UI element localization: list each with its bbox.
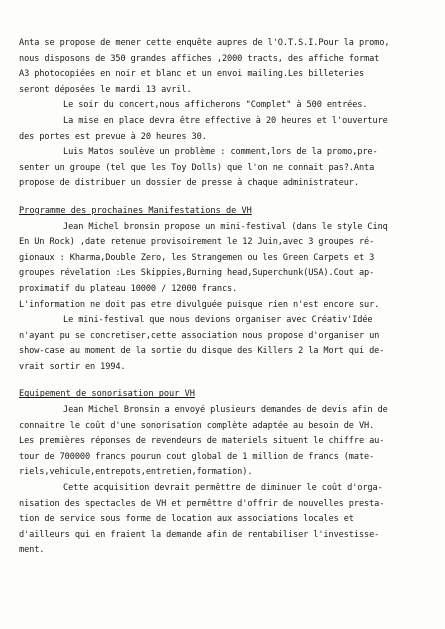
paragraph-luis-matos bbox=[19, 145, 427, 192]
text-line: Le mini-festival que nous devions organiser avec Créativ'Idée bbox=[63, 315, 373, 326]
text-line: des portes est prevue à 20 heures 30. bbox=[19, 131, 207, 142]
paragraph-concert bbox=[19, 98, 427, 114]
paragraph-acquisition bbox=[19, 481, 427, 559]
text-line: Le soir du concert,nous afficherons "Complet" à 500 entrées. bbox=[63, 100, 368, 111]
text-line: La mise en place devra être effective à 20 heures et l'ouverture bbox=[63, 115, 388, 126]
text-line: vrait sortir en 1994. bbox=[19, 361, 126, 372]
text-line: d'ailleurs qui en fraient la demande afin de rentabiliser l'investisse- bbox=[19, 529, 380, 540]
section-heading-programme: Programme des prochaines Manifestations de VH bbox=[19, 205, 252, 216]
text-line: n'ayant pu se concretiser,cette association nous propose d'organiser un bbox=[19, 330, 380, 341]
text-line: Jean Michel bronsin propose un mini-festival (dans le style Cinq bbox=[63, 221, 388, 232]
text-line: Jean Michel Bronsin a envoyé plusieurs demandes de devis afin de bbox=[63, 405, 388, 416]
paragraph-mini-festival bbox=[19, 220, 427, 314]
text-line: gionaux : Kharma,Double Zero, les Strangemen ou les Green Carpets et 3 bbox=[19, 252, 375, 263]
paragraph-promo bbox=[19, 36, 427, 98]
text-line: Les premières réponses de revendeurs de materiels situent le chiffre au- bbox=[19, 436, 385, 447]
text-line: groupes révelation :Les Skippies,Burning head,Superchunk(USA).Cout ap- bbox=[19, 268, 375, 279]
text-line: nisation des spectacles de VH et permêttre d'offrir de nouvelles presta- bbox=[19, 498, 385, 509]
text-line: Luis Matos soulève un problème : comment,lors de la promo,pre- bbox=[63, 147, 378, 158]
section-heading-sonorisation: Equipement de sonorisation pour VH bbox=[19, 389, 195, 400]
text-line: riels,vehicule,entrepots,entretien,formation). bbox=[19, 467, 253, 478]
paragraph-devis bbox=[19, 403, 427, 481]
text-line: seront déposées le mardi 13 avril. bbox=[19, 84, 192, 95]
text-line: Cette acquisition devrait permêttre de diminuer le coût d'orga- bbox=[63, 483, 383, 494]
text-line: senter un groupe (tel que les Toy Dolls) que l'on ne connait pas?.Anta bbox=[19, 162, 375, 173]
text-line: show-case au moment de la sortie du disque des Killers 2 la Mort qui de- bbox=[19, 346, 385, 357]
paragraph-creativ-idee bbox=[19, 313, 427, 375]
paragraph-mise-en-place bbox=[19, 114, 427, 145]
text-line: A3 photocopiées en noir et blanc et un envoi mailing.Les billeteries bbox=[19, 69, 365, 80]
text-line: proximatif du plateau 10000 / 12000 francs. bbox=[19, 283, 238, 294]
text-line: Anta se propose de mener cette enquête aupres de l'O.T.S.I.Pour la promo, bbox=[19, 38, 390, 48]
text-line: connaitre le coût d'une sonorisation complète adaptée au besoin de VH. bbox=[19, 420, 375, 431]
text-line: En Un Rock) ,date retenue provisoirement le 12 Juin,avec 3 groupes ré- bbox=[19, 237, 375, 248]
text-line: L'information ne doit pas etre divulguée puisque rien n'est encore sur. bbox=[19, 299, 380, 310]
text-line: nous disposons de 350 grandes affiches ,2000 tracts, des affiche format bbox=[19, 53, 380, 64]
text-line: tour de 700000 francs pourun cout global de 1 million de francs (mate- bbox=[19, 451, 375, 462]
text-line: tion de service sous forme de location aux associations locales et bbox=[19, 514, 354, 525]
text-line: ment. bbox=[19, 545, 45, 556]
text-line: propose de distribuer un dossier de presse à chaque administrateur. bbox=[19, 178, 359, 189]
